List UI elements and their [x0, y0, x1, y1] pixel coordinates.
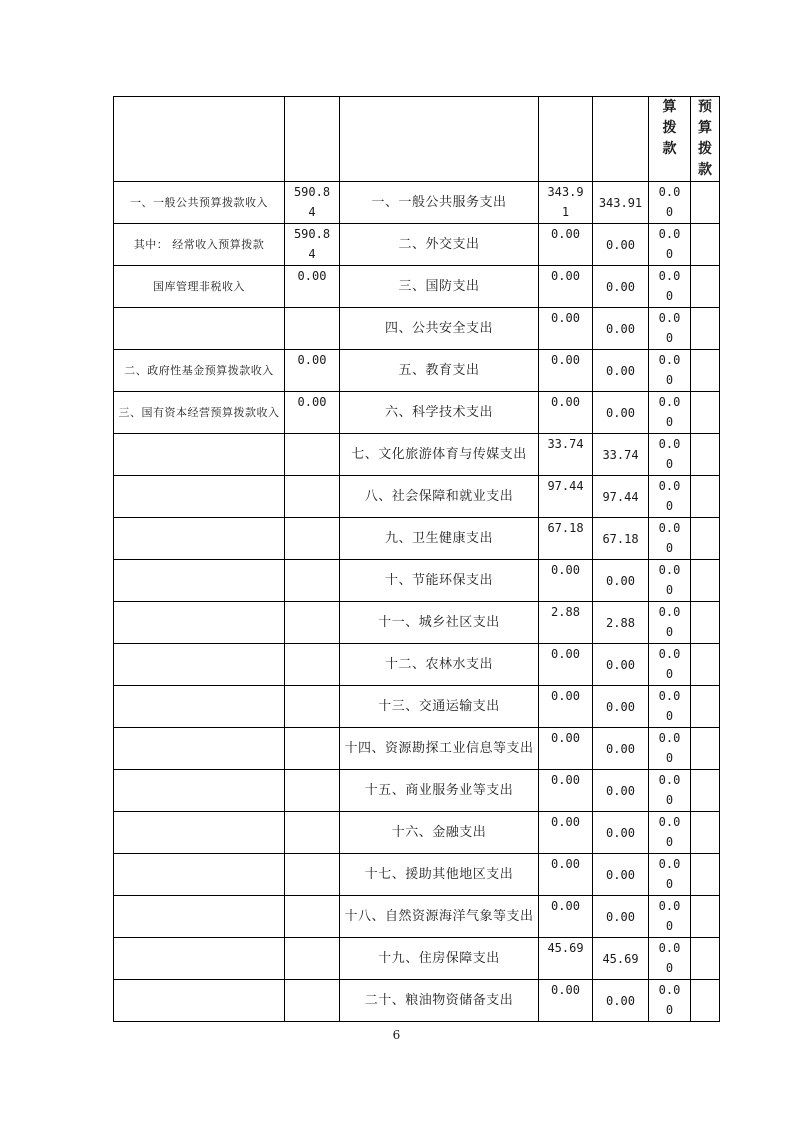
- expense-capital-cell: [691, 182, 720, 224]
- expense-total: 33.74: [547, 437, 584, 451]
- expense-fund: 0.00: [658, 941, 681, 975]
- expense-fund-cell: [649, 854, 691, 896]
- income-amount-cell: [285, 896, 340, 938]
- table-row: [114, 560, 720, 602]
- expense-total: 0.00: [551, 815, 580, 829]
- expense-total-cell: [539, 812, 593, 854]
- income-amount-cell: [285, 728, 340, 770]
- expense-general-cell: [593, 560, 649, 602]
- expense-label: 六、科学技术支出: [384, 404, 493, 420]
- header-cell-capital: [691, 97, 720, 182]
- expense-capital-cell: [691, 644, 720, 686]
- header-row: [114, 97, 720, 182]
- table-row: [114, 266, 720, 308]
- table-row: [114, 518, 720, 560]
- expense-general-cell: [593, 854, 649, 896]
- income-label: [114, 770, 284, 811]
- table-row: [114, 770, 720, 812]
- expense-label-cell: [340, 602, 539, 644]
- expense-total-cell: [539, 602, 593, 644]
- table-row: [114, 896, 720, 938]
- expense-total: 0.00: [551, 899, 580, 913]
- expense-label-cell: [340, 938, 539, 980]
- expense-general: 0.00: [606, 825, 635, 840]
- expense-fund-cell: [649, 434, 691, 476]
- table-row: [114, 854, 720, 896]
- income-label: [114, 896, 284, 937]
- expense-total: 0.00: [551, 731, 580, 745]
- expense-fund-cell: [649, 182, 691, 224]
- expense-total-cell: [539, 266, 593, 308]
- income-label-cell: [114, 854, 285, 896]
- expense-total: 0.00: [551, 857, 580, 871]
- expense-fund-cell: [649, 350, 691, 392]
- expense-fund-cell: [649, 518, 691, 560]
- expense-total-cell: [539, 182, 593, 224]
- expense-general: 0.00: [606, 363, 635, 378]
- header-cell-general: [593, 97, 649, 182]
- income-label: [114, 560, 284, 601]
- income-amount-cell: [285, 350, 340, 392]
- expense-label: 二、外交支出: [398, 236, 480, 252]
- table-row: [114, 644, 720, 686]
- expense-general: 0.00: [606, 321, 635, 336]
- expense-fund: 0.00: [658, 899, 681, 933]
- expense-general-cell: [593, 728, 649, 770]
- expense-fund: 0.00: [658, 437, 681, 471]
- expense-label-cell: [340, 434, 539, 476]
- expense-general-cell: [593, 602, 649, 644]
- income-label-cell: [114, 644, 285, 686]
- income-label-cell: [114, 224, 285, 266]
- expense-capital-cell: [691, 728, 720, 770]
- expense-total: 2.88: [551, 605, 580, 619]
- expense-total-cell: [539, 644, 593, 686]
- expense-fund: 0.00: [658, 311, 681, 345]
- expense-fund-cell: [649, 980, 691, 1022]
- income-amount-cell: [285, 980, 340, 1022]
- expense-general: 0.00: [606, 867, 635, 882]
- expense-general: 0.00: [606, 279, 635, 294]
- expense-label: 四、公共安全支出: [384, 320, 493, 336]
- expense-total-cell: [539, 854, 593, 896]
- expense-capital-cell: [691, 224, 720, 266]
- expense-capital-cell: [691, 854, 720, 896]
- expense-total-cell: [539, 350, 593, 392]
- expense-label: 十、节能环保支出: [384, 572, 493, 588]
- expense-label: 三、国防支出: [398, 278, 480, 294]
- expense-fund: 0.00: [658, 395, 681, 429]
- expense-fund-cell: [649, 266, 691, 308]
- income-label: 三、国有资本经营预算拨款收入: [118, 406, 280, 419]
- income-amount: 0.00: [297, 353, 327, 367]
- expense-fund: 0.00: [658, 269, 681, 303]
- expense-fund-cell: [649, 224, 691, 266]
- expense-general-cell: [593, 770, 649, 812]
- expense-total-cell: [539, 476, 593, 518]
- expense-label-cell: [340, 308, 539, 350]
- expense-general: 0.00: [606, 993, 635, 1008]
- expense-fund: 0.00: [658, 773, 681, 807]
- expense-label: 七、文化旅游体育与传媒支出: [351, 446, 527, 462]
- expense-label-cell: [340, 854, 539, 896]
- expense-label-cell: [340, 560, 539, 602]
- income-amount-cell: [285, 602, 340, 644]
- income-label: [114, 434, 284, 475]
- expense-capital-cell: [691, 602, 720, 644]
- expense-fund: 0.00: [658, 227, 681, 261]
- income-amount: 590.84: [293, 227, 331, 261]
- expense-fund: 0.00: [658, 647, 681, 681]
- income-label-cell: [114, 476, 285, 518]
- expense-total: 0.00: [551, 647, 580, 661]
- expense-general: 0.00: [606, 741, 635, 756]
- expense-fund-cell: [649, 602, 691, 644]
- expense-total-cell: [539, 560, 593, 602]
- expense-total: 45.69: [547, 941, 584, 955]
- expense-general: 343.91: [598, 195, 643, 210]
- header-label-capital: 预算拨款: [698, 99, 712, 178]
- income-label-cell: [114, 602, 285, 644]
- expense-general-cell: [593, 266, 649, 308]
- expense-total-cell: [539, 938, 593, 980]
- expense-label: 一、一般公共服务支出: [371, 194, 507, 210]
- income-label-cell: [114, 560, 285, 602]
- income-label-cell: [114, 896, 285, 938]
- expense-label-cell: [340, 644, 539, 686]
- income-amount-cell: [285, 854, 340, 896]
- expense-general-cell: [593, 686, 649, 728]
- expense-total-cell: [539, 224, 593, 266]
- expense-label: 五、教育支出: [398, 362, 480, 378]
- expense-fund: 0.00: [658, 815, 681, 849]
- expense-total-cell: [539, 686, 593, 728]
- expense-label: 十六、金融支出: [391, 824, 487, 840]
- expense-capital-cell: [691, 476, 720, 518]
- income-label: [114, 728, 284, 769]
- expense-capital-cell: [691, 518, 720, 560]
- income-amount-cell: [285, 812, 340, 854]
- expense-label-cell: [340, 896, 539, 938]
- expense-total: 0.00: [551, 269, 580, 283]
- expense-fund: 0.00: [658, 983, 681, 1017]
- expense-capital-cell: [691, 896, 720, 938]
- expense-general: 0.00: [606, 699, 635, 714]
- expense-fund-cell: [649, 770, 691, 812]
- expense-label-cell: [340, 518, 539, 560]
- income-amount-cell: [285, 308, 340, 350]
- expense-label-cell: [340, 476, 539, 518]
- header-label-fund: 算拨款: [662, 99, 677, 157]
- expense-capital-cell: [691, 560, 720, 602]
- header-cell-expense: [340, 97, 539, 182]
- table-row: [114, 476, 720, 518]
- income-label: [114, 854, 284, 895]
- expense-total-cell: [539, 770, 593, 812]
- table-row: [114, 812, 720, 854]
- income-label-cell: [114, 350, 285, 392]
- income-amount-cell: [285, 476, 340, 518]
- expense-label-cell: [340, 770, 539, 812]
- expense-capital-cell: [691, 434, 720, 476]
- expense-label: 十三、交通运输支出: [378, 698, 500, 714]
- expense-total: 67.18: [547, 521, 584, 535]
- income-label-cell: [114, 434, 285, 476]
- income-amount: 590.84: [293, 185, 331, 219]
- expense-fund-cell: [649, 644, 691, 686]
- expense-label: 十一、城乡社区支出: [378, 614, 500, 630]
- income-label-cell: [114, 182, 285, 224]
- expense-general-cell: [593, 308, 649, 350]
- income-label-cell: [114, 812, 285, 854]
- expense-general-cell: [593, 392, 649, 434]
- header-cell-income-amount: [285, 97, 340, 182]
- expense-fund: 0.00: [658, 857, 681, 891]
- expense-capital-cell: [691, 980, 720, 1022]
- income-label: 国库管理非税收入: [153, 280, 245, 293]
- income-label-cell: [114, 728, 285, 770]
- income-label: [114, 812, 284, 853]
- budget-table: [113, 96, 720, 1022]
- expense-total-cell: [539, 392, 593, 434]
- expense-label-cell: [340, 812, 539, 854]
- expense-label-cell: [340, 686, 539, 728]
- expense-fund: 0.00: [658, 689, 681, 723]
- expense-general-cell: [593, 182, 649, 224]
- income-label: [114, 644, 284, 685]
- income-amount-cell: [285, 644, 340, 686]
- income-amount: 0.00: [297, 395, 327, 409]
- table-row: [114, 686, 720, 728]
- expense-general-cell: [593, 350, 649, 392]
- expense-capital-cell: [691, 812, 720, 854]
- expense-general: 45.69: [602, 951, 639, 966]
- expense-label: 十七、援助其他地区支出: [364, 866, 514, 882]
- expense-label-cell: [340, 182, 539, 224]
- expense-fund-cell: [649, 560, 691, 602]
- income-label-cell: [114, 686, 285, 728]
- table-row: [114, 938, 720, 980]
- expense-capital-cell: [691, 770, 720, 812]
- expense-capital-cell: [691, 938, 720, 980]
- income-label-cell: [114, 308, 285, 350]
- income-label-cell: [114, 392, 285, 434]
- table-row: [114, 182, 720, 224]
- expense-fund: 0.00: [658, 605, 681, 639]
- expense-label-cell: [340, 224, 539, 266]
- expense-general: 0.00: [606, 909, 635, 924]
- expense-general-cell: [593, 644, 649, 686]
- expense-fund-cell: [649, 896, 691, 938]
- income-label: [114, 518, 284, 559]
- expense-fund: 0.00: [658, 731, 681, 765]
- income-label-cell: [114, 980, 285, 1022]
- expense-total: 0.00: [551, 311, 580, 325]
- expense-total: 0.00: [551, 563, 580, 577]
- income-amount-cell: [285, 560, 340, 602]
- table-row: [114, 980, 720, 1022]
- expense-label: 十二、农林水支出: [384, 656, 493, 672]
- expense-total: 0.00: [551, 227, 580, 241]
- expense-total-cell: [539, 518, 593, 560]
- expense-label: 二十、粮油物资储备支出: [364, 992, 514, 1008]
- expense-fund-cell: [649, 392, 691, 434]
- expense-total: 0.00: [551, 353, 580, 367]
- income-label-cell: [114, 266, 285, 308]
- income-label: 其中： 经常收入预算拨款: [133, 238, 265, 251]
- expense-label-cell: [340, 728, 539, 770]
- expense-total: 0.00: [551, 395, 580, 409]
- income-amount-cell: [285, 224, 340, 266]
- expense-label: 十八、自然资源海洋气象等支出: [344, 908, 534, 924]
- income-amount-cell: [285, 182, 340, 224]
- expense-label: 十九、住房保障支出: [378, 950, 500, 966]
- income-label: 一、一般公共预算拨款收入: [130, 196, 268, 209]
- expense-general-cell: [593, 476, 649, 518]
- expense-fund-cell: [649, 308, 691, 350]
- expense-fund: 0.00: [658, 479, 681, 513]
- income-amount-cell: [285, 518, 340, 560]
- expense-label: 十五、商业服务业等支出: [364, 782, 514, 798]
- income-label-cell: [114, 938, 285, 980]
- expense-general: 0.00: [606, 783, 635, 798]
- expense-general: 0.00: [606, 237, 635, 252]
- table-row: [114, 728, 720, 770]
- income-label: [114, 602, 284, 643]
- expense-general-cell: [593, 938, 649, 980]
- expense-general: 97.44: [602, 489, 639, 504]
- expense-label-cell: [340, 350, 539, 392]
- income-label: [114, 686, 284, 727]
- expense-capital-cell: [691, 686, 720, 728]
- expense-general: 33.74: [602, 447, 639, 462]
- income-label: [114, 476, 284, 517]
- header-cell-fund: [649, 97, 691, 182]
- table-row: [114, 308, 720, 350]
- income-label-cell: [114, 518, 285, 560]
- expense-general-cell: [593, 224, 649, 266]
- expense-total-cell: [539, 896, 593, 938]
- expense-general-cell: [593, 434, 649, 476]
- expense-fund-cell: [649, 812, 691, 854]
- income-label: [114, 980, 284, 1021]
- income-amount-cell: [285, 770, 340, 812]
- expense-label: 八、社会保障和就业支出: [364, 488, 514, 504]
- expense-general-cell: [593, 518, 649, 560]
- header-cell-total: [539, 97, 593, 182]
- table-row: [114, 602, 720, 644]
- expense-label-cell: [340, 980, 539, 1022]
- expense-capital-cell: [691, 266, 720, 308]
- expense-fund: 0.00: [658, 563, 681, 597]
- table-row: [114, 350, 720, 392]
- expense-total: 0.00: [551, 773, 580, 787]
- income-label: 二、政府性基金预算拨款收入: [124, 364, 274, 377]
- expense-fund-cell: [649, 476, 691, 518]
- income-amount-cell: [285, 686, 340, 728]
- expense-fund: 0.00: [658, 521, 681, 555]
- page-number: 6: [392, 1028, 401, 1042]
- expense-total: 97.44: [547, 479, 584, 493]
- expense-label-cell: [340, 266, 539, 308]
- expense-total: 0.00: [551, 689, 580, 703]
- expense-general: 0.00: [606, 405, 635, 420]
- header-cell-income: [114, 97, 285, 182]
- expense-fund-cell: [649, 728, 691, 770]
- expense-capital-cell: [691, 308, 720, 350]
- expense-general: 0.00: [606, 573, 635, 588]
- expense-general-cell: [593, 980, 649, 1022]
- income-label: [114, 308, 284, 349]
- expense-general-cell: [593, 812, 649, 854]
- expense-fund-cell: [649, 938, 691, 980]
- expense-fund-cell: [649, 686, 691, 728]
- expense-total-cell: [539, 434, 593, 476]
- table-row: [114, 224, 720, 266]
- expense-fund: 0.00: [658, 185, 681, 219]
- expense-label: 九、卫生健康支出: [384, 530, 493, 546]
- income-amount-cell: [285, 434, 340, 476]
- income-amount: 0.00: [297, 269, 327, 283]
- expense-general: 67.18: [602, 531, 639, 546]
- income-amount-cell: [285, 938, 340, 980]
- expense-label-cell: [340, 392, 539, 434]
- income-amount-cell: [285, 266, 340, 308]
- table-row: [114, 392, 720, 434]
- income-label-cell: [114, 770, 285, 812]
- expense-fund: 0.00: [658, 353, 681, 387]
- expense-general-cell: [593, 896, 649, 938]
- expense-total: 0.00: [551, 983, 580, 997]
- table-row: [114, 434, 720, 476]
- expense-total-cell: [539, 308, 593, 350]
- expense-capital-cell: [691, 350, 720, 392]
- expense-general: 2.88: [606, 615, 635, 630]
- expense-total-cell: [539, 728, 593, 770]
- expense-total-cell: [539, 980, 593, 1022]
- income-amount-cell: [285, 392, 340, 434]
- expense-total: 343.91: [547, 185, 584, 219]
- expense-label: 十四、资源勘探工业信息等支出: [344, 740, 534, 756]
- expense-capital-cell: [691, 392, 720, 434]
- expense-general: 0.00: [606, 657, 635, 672]
- income-label: [114, 938, 284, 979]
